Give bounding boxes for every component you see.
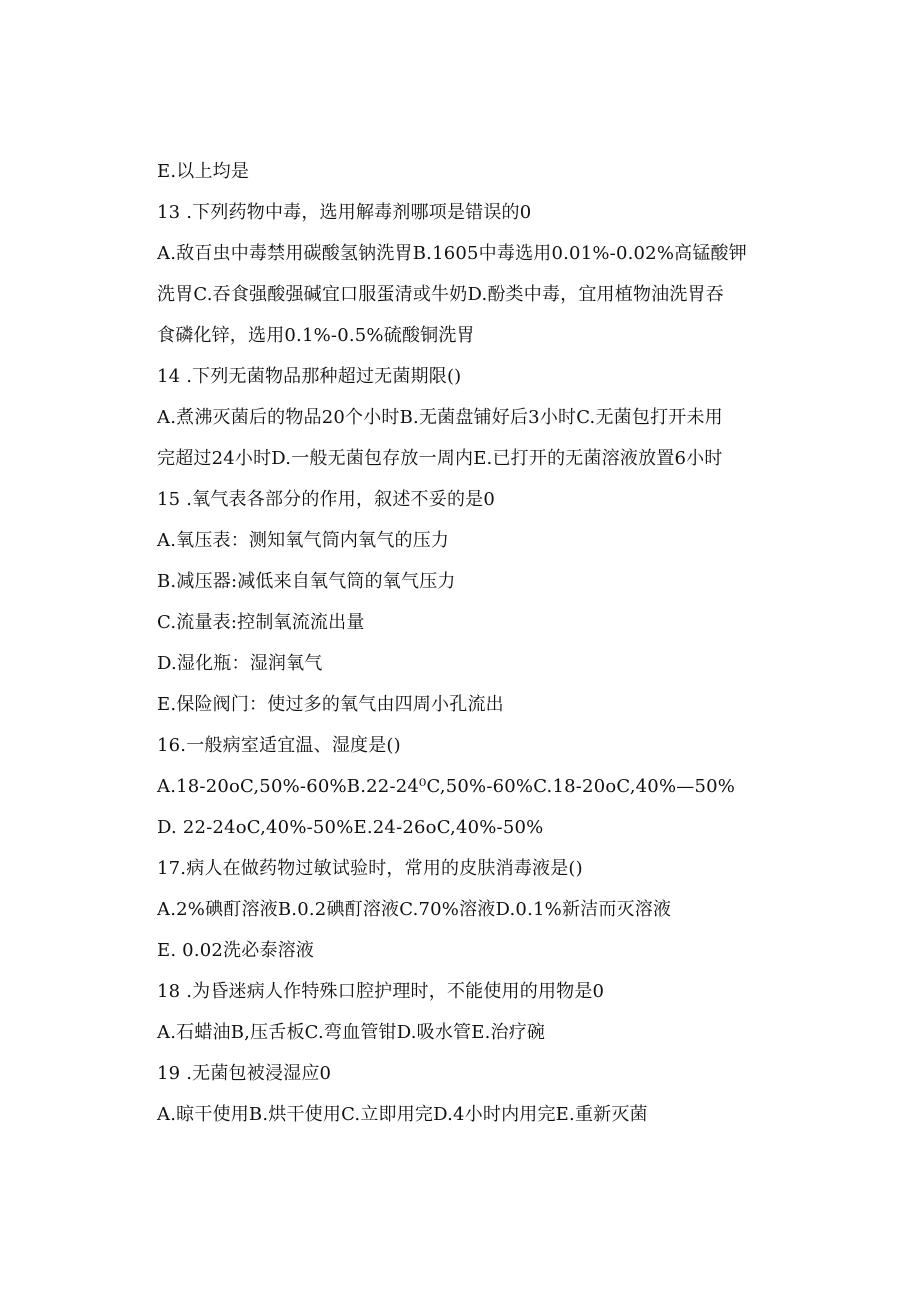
question-15-option-c: C.流量表:控制氧流流出量 bbox=[157, 612, 365, 633]
question-15-option-e: E.保险阀门：使过多的氧气由四周小孔流出 bbox=[157, 694, 504, 715]
question-14-options-cont: 完超过24小时D.一般无菌包存放一周内E.已打开的无菌溶液放置6小时 bbox=[157, 448, 723, 469]
question-17-options: A.2%碘酊溶液B.0.2碘酊溶液C.70%溶液D.0.1%新洁而灭溶液 bbox=[157, 899, 672, 920]
question-15-option-d: D.湿化瓶：湿润氧气 bbox=[157, 653, 323, 674]
question-17-stem: 17.病人在做药物过敏试验时，常用的皮肤消毒液是() bbox=[157, 858, 583, 879]
question-16-stem: 16.一般病室适宜温、湿度是() bbox=[157, 735, 401, 756]
question-15-option-a: A.氧压表：测知氧气筒内氧气的压力 bbox=[157, 530, 450, 551]
question-14-options: A.煮沸灭菌后的物品20个小时B.无菌盘铺好后3小时C.无菌包打开未用 bbox=[157, 407, 723, 428]
question-13-stem: 13 .下列药物中毒，选用解毒剂哪项是错误的0 bbox=[157, 202, 532, 223]
question-13-options: A.敌百虫中毒禁用碳酸氢钠洗胃B.1605中毒选用0.01%-0.02%高锰酸钾 bbox=[157, 243, 747, 264]
question-13-options-cont: 洗胃C.吞食强酸强碱宜口服蛋清或牛奶D.酚类中毒，宜用植物油洗胃吞 bbox=[157, 284, 724, 305]
question-14-stem: 14 .下列无菌物品那种超过无菌期限() bbox=[157, 366, 462, 387]
question-17-options-cont: E. 0.02洗必泰溶液 bbox=[157, 940, 315, 961]
document-body bbox=[157, 151, 807, 1135]
question-18-stem: 18 .为昏迷病人作特殊口腔护理时，不能使用的用物是0 bbox=[157, 981, 605, 1002]
question-13-options-cont: 食磷化锌，选用0.1%-0.5%硫酸铜洗胃 bbox=[157, 325, 475, 346]
question-18-options: A.石蜡油B,压舌板C.弯血管钳D.吸水管E.治疗碗 bbox=[157, 1022, 546, 1043]
text-line: E.以上均是 bbox=[157, 161, 250, 182]
question-16-options: A.18-20oC,50%-60%B.22-24⁰C,50%-60%C.18-20oC,40%—50% bbox=[157, 776, 736, 797]
question-16-options-cont: D. 22-24oC,40%-50%E.24-26oC,40%-50% bbox=[157, 817, 544, 838]
question-19-options: A.晾干使用B.烘干使用C.立即用完D.4小时内用完E.重新灭菌 bbox=[157, 1104, 648, 1125]
question-19-stem: 19 .无菌包被浸湿应0 bbox=[157, 1063, 332, 1084]
question-15-option-b: B.减压器:减低来自氧气筒的氧气压力 bbox=[157, 571, 456, 592]
question-15-stem: 15 .氧气表各部分的作用，叙述不妥的是0 bbox=[157, 489, 495, 510]
